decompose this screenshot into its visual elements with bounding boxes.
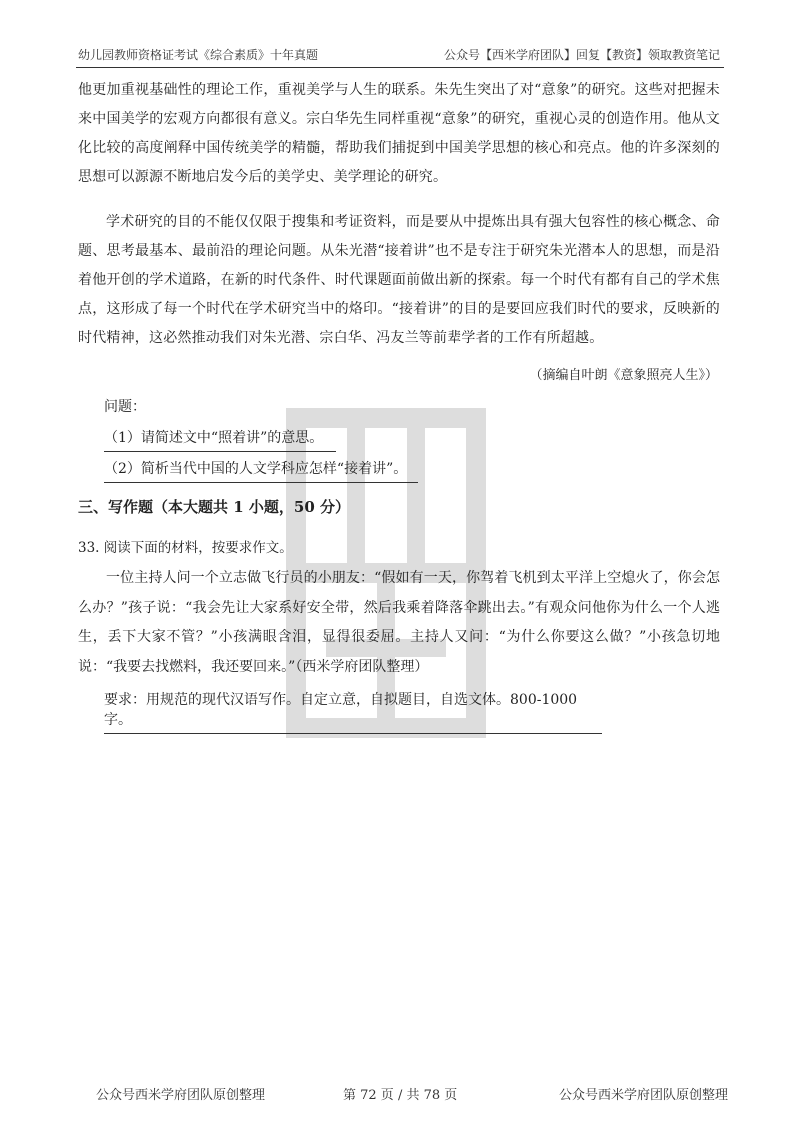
question-label: 问题： <box>104 399 146 415</box>
running-header <box>78 46 720 63</box>
essay-material: 一位主持人问一个立志做飞行员的小朋友：“假如有一天，你驾着飞机到太平洋上空熄火了，你会怎么办？”孩子说：“我会先让大家系好安全带，然后我乘着降落伞跳出去。”有观众问他你为什么一个人逃生，丢下大家不管？”小孩满眼含泪，显得很委屈。主持人又问：“为什么你要这么做？”小孩急切地说：“我要去找燃料，我还要回来。”（西米学府团队整理） <box>78 570 720 675</box>
header-rule <box>76 67 724 68</box>
header-left: 幼儿园教师资格证考试《综合素质》十年真题 <box>78 48 319 62</box>
paragraph-1: 他更加重视基础性的理论工作，重视美学与人生的联系。朱先生突出了对“意象”的研究。这些对把握未来中国美学的宏观方向都很有意义。宗白华先生同样重视“意象”的研究，重视心灵的创造作用。他从文化比较的高度阐释中国传统美学的精髓，帮助我们捕捉到中国美学思想的核心和亮点。他的许多深刻的思想可以源源不断地启发今后的美学史、美学理论的研究。 <box>78 82 720 185</box>
footer-right: 公众号西米学府团队原创整理 <box>558 1088 728 1103</box>
question-2: （2）简析当代中国的人文学科应怎样“接着讲”。 <box>104 459 418 483</box>
paragraph-2: 学术研究的目的不能仅仅限于搜集和考证资料，而是要从中提炼出具有强大包容性的核心概念、命题、思考最基本、最前沿的理论问题。从朱光潜“接着讲”也不是专注于研究朱光潜本人的思想，而是沿着他开创的学术道路，在新的时代条件、时代课题面前做出新的探索。每一个时代有都有自己的学术焦点，这形成了每一个时代在学术研究当中的烙印。“接着讲”的目的是要回应我们时代的要求，反映新的时代精神，这必然推动我们对朱光潜、宗白华、冯友兰等前辈学者的工作有所超越。 <box>78 214 720 346</box>
header-right: 公众号【西米学府团队】回复【教资】领取教资笔记 <box>443 48 720 62</box>
page-number: 第 72 页 / 共 78 页 <box>343 1088 458 1103</box>
question-1: （1）请简述文中“照着讲”的意思。 <box>104 428 336 452</box>
question-33: 33. 阅读下面的材料，按要求作文。 <box>78 540 293 556</box>
footer-left: 公众号西米学府团队原创整理 <box>96 1088 266 1103</box>
essay-requirement: 要求：用规范的现代汉语写作。自定立意，自拟题目，自选文体。800-1000 字。 <box>104 690 602 734</box>
source-citation: （摘编自叶朗《意象照亮人生》） <box>529 368 718 383</box>
section-title: 三、写作题（本大题共 1 小题，50 分） <box>78 498 350 516</box>
